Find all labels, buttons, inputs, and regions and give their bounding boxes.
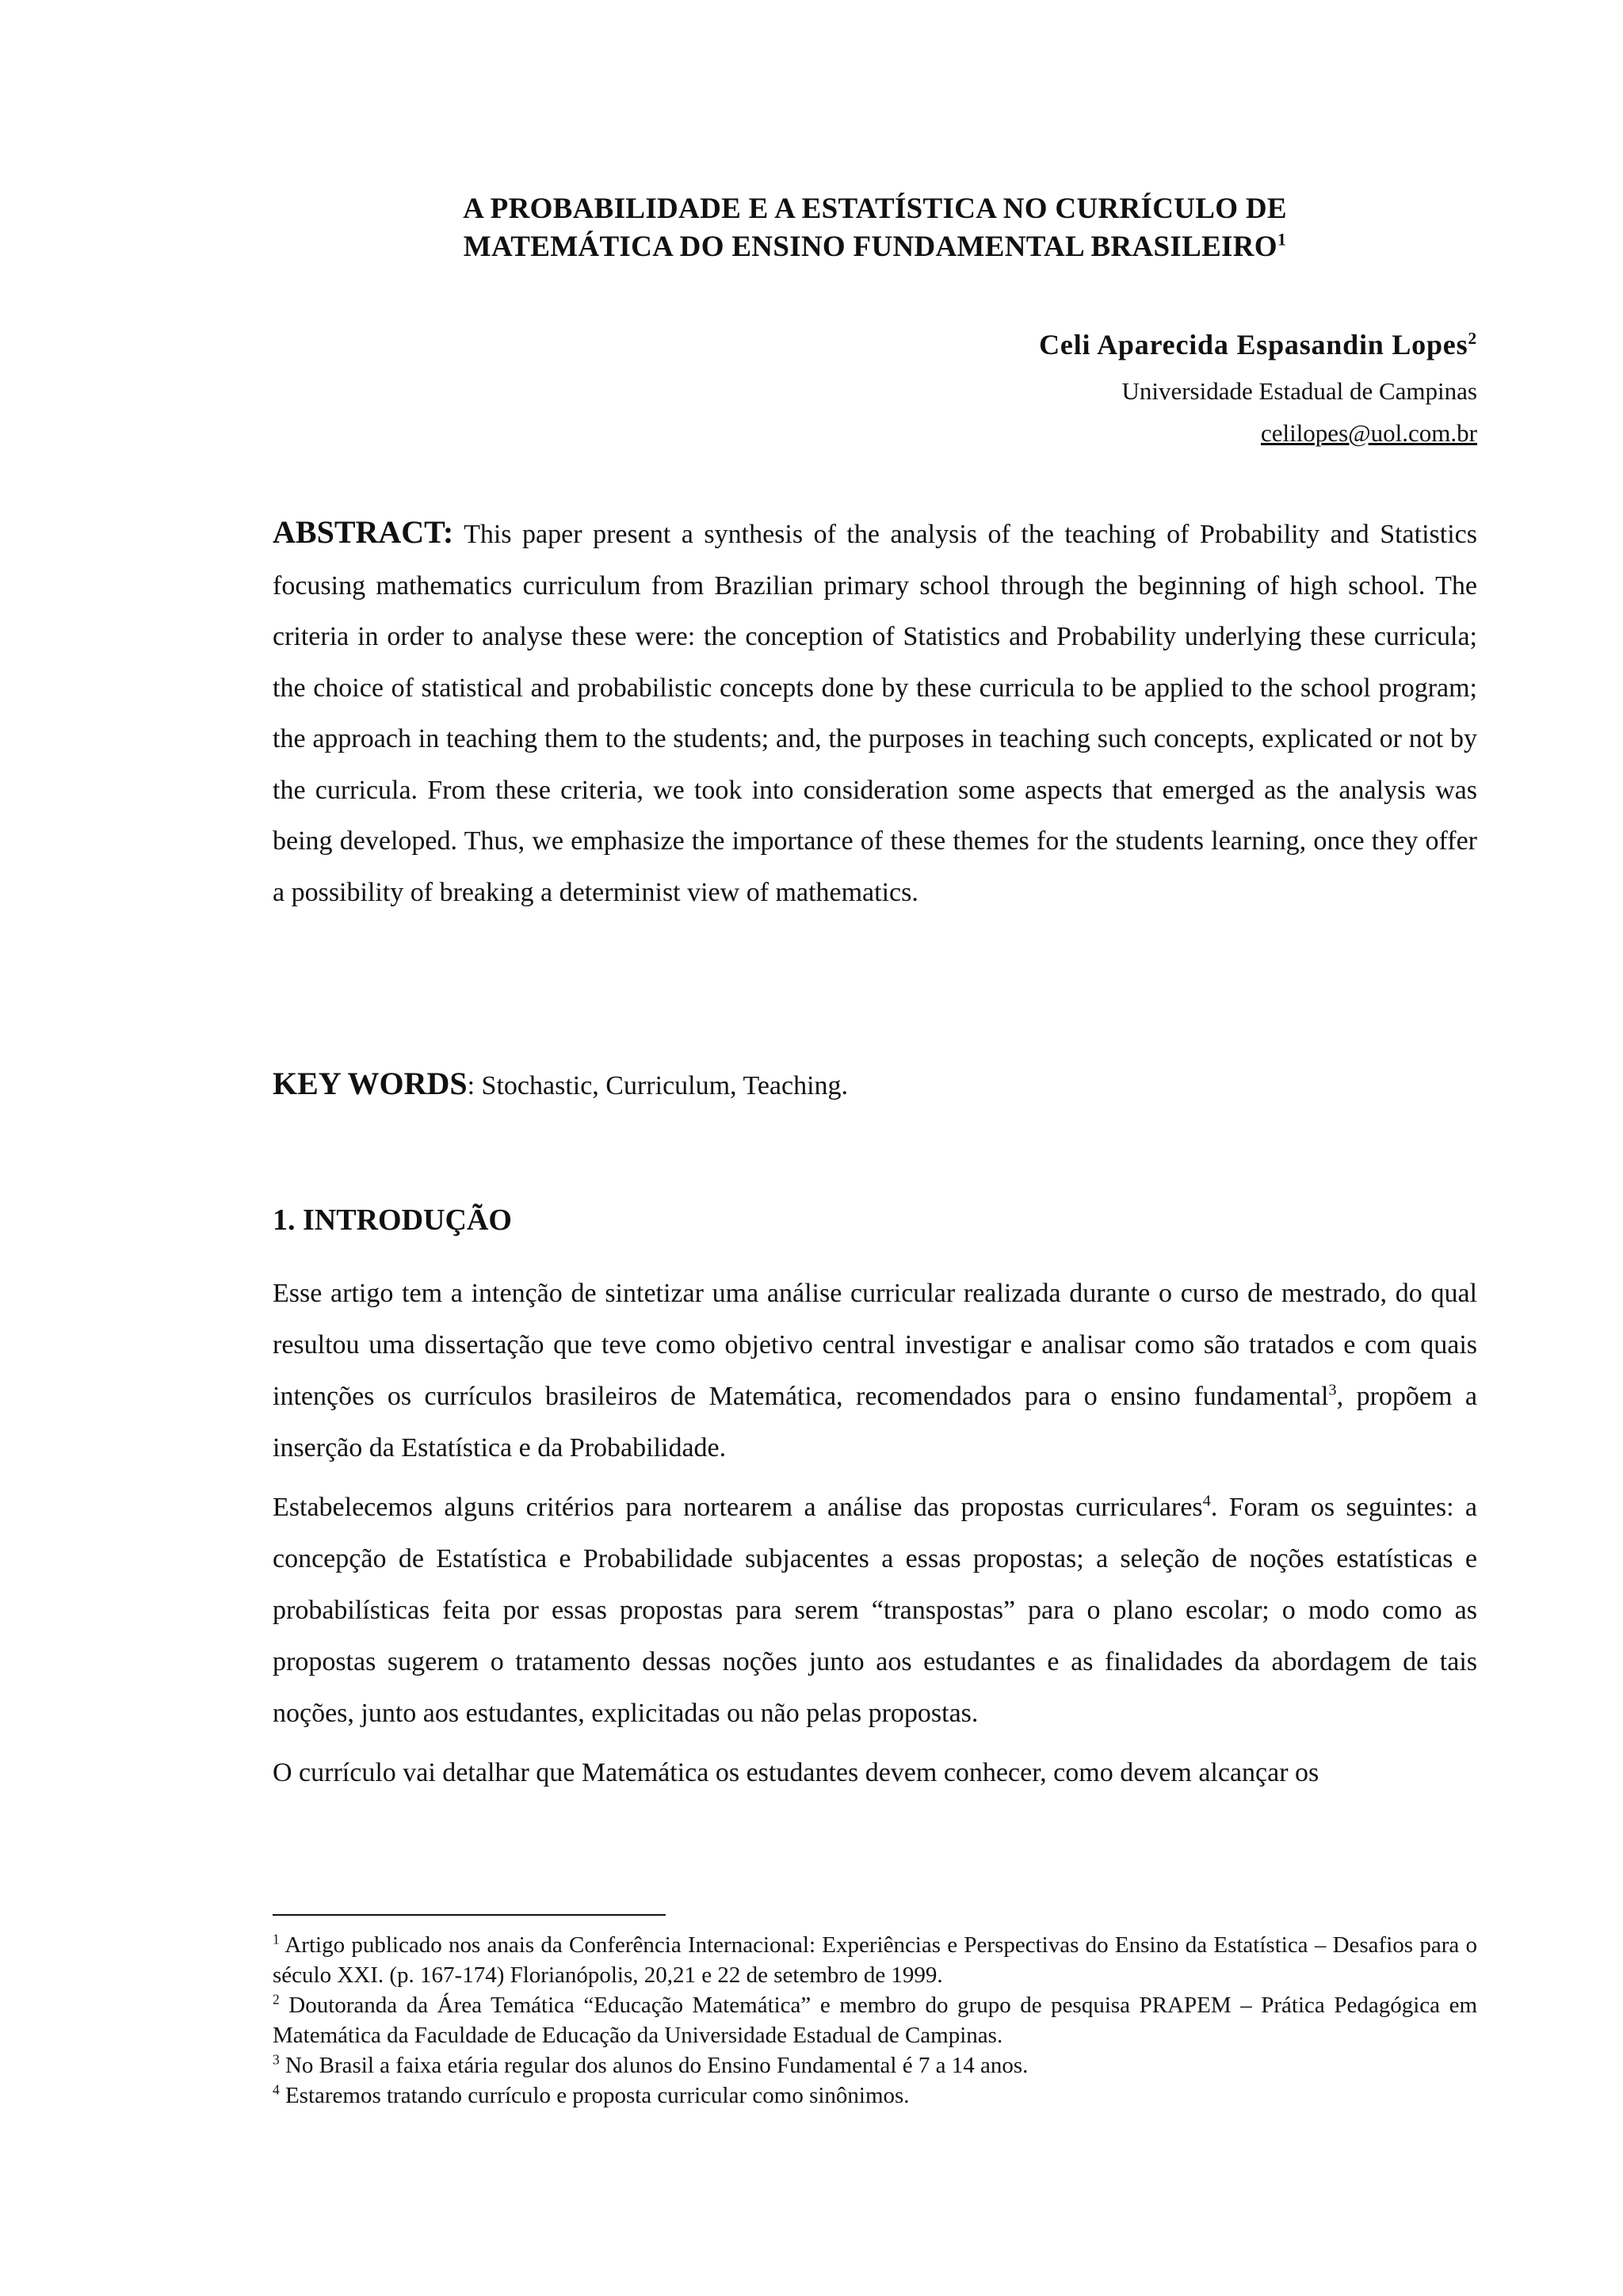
footnote-text: Doutoranda da Área Temática “Educação Matemática” e membro do grupo de pesquisa PRAPEM – Prática Pedagógica em Matemática da Faculdade de Educação da Universidade Estadual de Campinas. [273, 1993, 1477, 2048]
title-footnote-mark: 1 [1277, 229, 1287, 250]
author-name [1039, 320, 1477, 369]
author-email-link[interactable]: celilopes@uol.com.br [1260, 419, 1477, 447]
footnote-text: Artigo publicado nos anais da Conferência Internacional: Experiências e Perspectivas do Ensino da Estatística – Desafios para o século XXI. (p. 167-174) Florianópolis, 20,21 e 22 de setembro de 1999. [273, 1932, 1477, 1988]
author-affiliation: Universidade Estadual de Campinas [1121, 377, 1477, 405]
author-block [1039, 320, 1477, 453]
p2-text-b: . Foram os seguintes: a concepção de Estatística e Probabilidade subjacentes a essas propostas; a seleção de noções estatísticas e probabilísticas feita por essas propostas para serem “transpostas” para o plano escolar; o modo como as propostas sugerem o tratamento dessas noções junto aos estudantes e as finalidades da abordagem de tais noções, junto aos estudantes, explicitadas ou não pelas propostas. [273, 1493, 1477, 1728]
footnote-mark: 2 [273, 1991, 280, 2008]
p1-text-b: , propõem a inserção da Estatística e da Probabilidade. [273, 1382, 1477, 1463]
body-paragraph-3: O currículo vai detalhar que Matemática os estudantes devem conhecer, como devem alcançar os [273, 1758, 1319, 1787]
footnote [273, 1930, 1477, 1990]
body-text [273, 1268, 1477, 1806]
footnote-mark: 4 [273, 2081, 280, 2098]
paper-title [273, 190, 1477, 266]
abstract [273, 507, 1477, 918]
footnote [273, 2050, 1477, 2081]
author-footnote-mark: 2 [1468, 329, 1477, 348]
title-line-1: A PROBABILIDADE E A ESTATÍSTICA NO CURRÍCULO DE [463, 193, 1287, 225]
footnote [273, 1990, 1477, 2050]
title-line-2 [273, 228, 1477, 266]
footnote-text: No Brasil a faixa etária regular dos alunos do Ensino Fundamental é 7 a 14 anos. [279, 2053, 1029, 2078]
abstract-text: This paper present a synthesis of the analysis of the teaching of Probability and Statistics focusing mathematics curriculum from Brazilian primary school through the beginning of high school. The criteria in order to analyse these were: the conception of Statistics and Probability underlying these curricula; the choice of statistical and probabilistic concepts done by these curricula to be applied to the school program; the approach in teaching them to the students; and, the purposes in teaching such concepts, explicated or not by the curricula. From these criteria, we took into consideration some aspects that emerged as the analysis was being developed. Thus, we emphasize the importance of these themes for the students learning, once they offer a possibility of breaking a determinist view of mathematics. [273, 520, 1477, 907]
footnote-mark: 3 [273, 2051, 280, 2068]
keywords-label: KEY WORDS [273, 1066, 468, 1101]
footnote-mark: 1 [273, 1931, 280, 1947]
footnote-text: Estaremos tratando currículo e proposta curricular como sinônimos. [279, 2083, 910, 2108]
body-paragraph-1 [273, 1268, 1477, 1474]
keywords-text: : Stochastic, Curriculum, Teaching. [467, 1071, 849, 1100]
p2-footnote-mark: 4 [1202, 1492, 1211, 1510]
abstract-label: ABSTRACT: [273, 514, 454, 550]
author-name-text: Celi Aparecida Espasandin Lopes [1039, 329, 1468, 360]
section-heading: 1. INTRODUÇÃO [273, 1203, 512, 1237]
footnotes [273, 1930, 1477, 2111]
p1-text-a: Esse artigo tem a intenção de sintetizar uma análise curricular realizada durante o curso de mestrado, do qual resultou uma dissertação que teve como objetivo central investigar e analisar como são tratados e com quais intenções os currículos brasileiros de Matemática, recomendados para o ensino fundamental [273, 1279, 1477, 1411]
p2-text-a: Estabelecemos alguns critérios para nortearem a análise das propostas curriculares [273, 1493, 1203, 1522]
body-paragraph-2 [273, 1482, 1477, 1739]
keywords [273, 1058, 1477, 1112]
footnote-divider [273, 1914, 666, 1916]
footnote [273, 2081, 1477, 2111]
title-line-2-text: MATEMÁTICA DO ENSINO FUNDAMENTAL BRASILEIRO [463, 231, 1277, 263]
p1-footnote-mark: 3 [1328, 1381, 1337, 1399]
